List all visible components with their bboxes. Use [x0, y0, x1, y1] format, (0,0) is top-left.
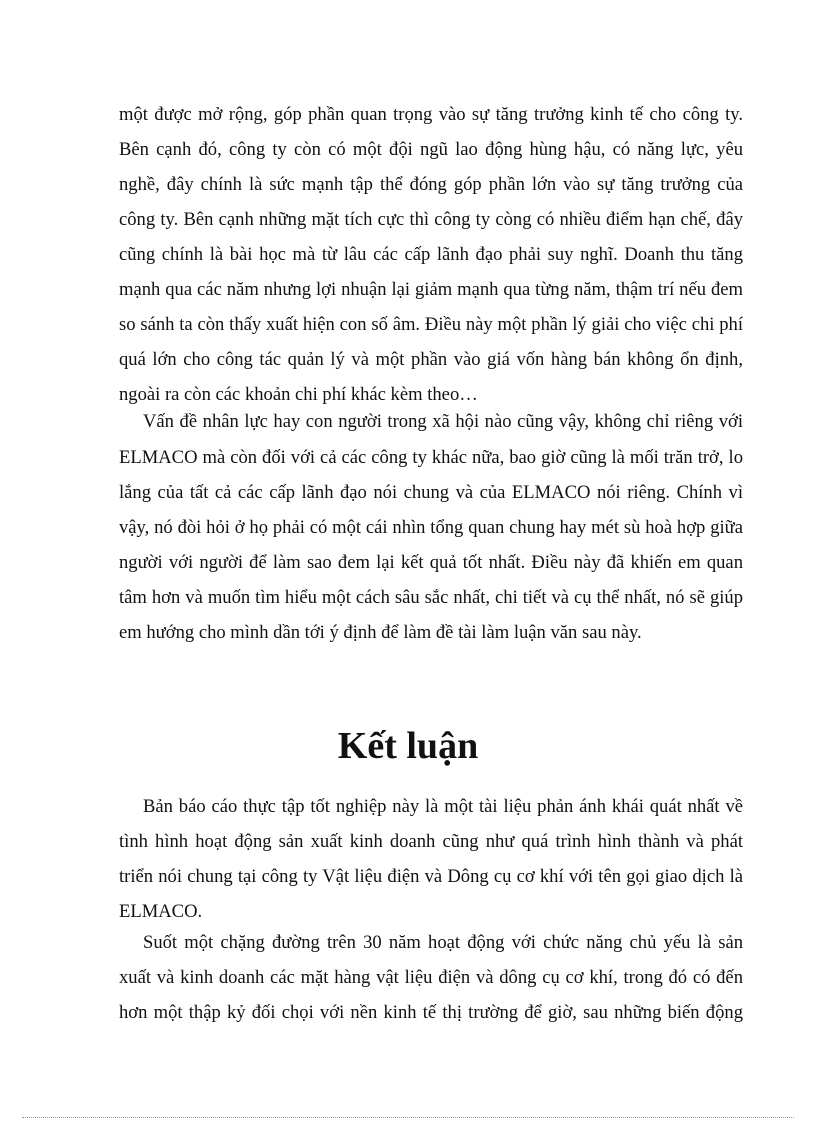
- text-line: mạnh qua các năm nhưng lợi nhuận lại giảm mạnh qua từng năm, thậm trí nếu đem: [119, 279, 743, 300]
- text-line: triển nói chung tại công ty Vật liệu điện và Dông cụ cơ khí với tên gọi giao dịch là: [119, 866, 743, 887]
- text-line: công ty. Bên cạnh những mặt tích cực thì công ty còng có nhiều điểm hạn chế, đây: [119, 209, 743, 230]
- text-line: tâm hơn và muốn tìm hiểu một cách sâu sắc nhất, chi tiết và cụ thể nhất, nó sẽ giúp: [119, 587, 743, 608]
- text-line: một được mở rộng, góp phần quan trọng vào sự tăng trưởng kinh tế cho công ty.: [119, 104, 743, 125]
- text-line: cũng chính là bài học mà từ lâu các cấp lãnh đạo phải suy nghĩ. Doanh thu tăng: [119, 244, 743, 265]
- text-line: so sánh ta còn thấy xuất hiện con số âm. Điều này một phần lý giải cho việc chi phí: [119, 314, 743, 335]
- page-bottom-divider: [22, 1117, 794, 1118]
- section-heading: Kết luận: [337, 725, 479, 767]
- text-line: Bên cạnh đó, công ty còn có một đội ngũ lao động hùng hậu, có năng lực, yêu: [119, 139, 743, 160]
- text-line: quá lớn cho công tác quản lý và một phần vào giá vốn hàng bán không ổn định,: [119, 349, 743, 370]
- text-line: Suốt một chặng đường trên 30 năm hoạt động với chức năng chủ yếu là sản: [143, 932, 743, 953]
- text-line: Bản báo cáo thực tập tốt nghiệp này là một tài liệu phản ánh khái quát nhất về: [143, 796, 743, 817]
- text-line: Vấn đề nhân lực hay con người trong xã hội nào cũng vậy, không chỉ riêng với: [143, 411, 743, 432]
- text-line: ELMACO mà còn đối với cả các công ty khác nữa, bao giờ cũng là mối trăn trở, lo: [119, 447, 743, 468]
- text-line: người với người để làm sao đem lại kết quả tốt nhất. Điều này đã khiến em quan: [119, 552, 743, 573]
- text-line: ELMACO.: [119, 901, 203, 922]
- text-line: lắng của tất cả các cấp lãnh đạo nói chung và của ELMACO nói riêng. Chính vì: [119, 482, 743, 503]
- text-line: em hướng cho mình dần tới ý định để làm đề tài làm luận văn sau này.: [119, 622, 642, 643]
- text-line: tình hình hoạt động sản xuất kinh doanh cũng như quá trình hình thành và phát: [119, 831, 743, 852]
- text-line: nghề, đây chính là sức mạnh tập thể đóng góp phần lớn vào sự tăng trưởng của: [119, 174, 743, 195]
- text-line: vậy, nó đòi hỏi ở họ phải có một cái nhìn tổng quan chung hay mét sù hoà hợp giữa: [119, 517, 743, 538]
- text-line: hơn một thập kỷ đối chọi với nền kinh tế thị trường để giờ, sau những biến động: [119, 1002, 743, 1023]
- text-line: xuất và kinh doanh các mặt hàng vật liệu điện và dông cụ cơ khí, trong đó có đến: [119, 967, 743, 988]
- text-line: ngoài ra còn các khoản chi phí khác kèm theo…: [119, 384, 478, 405]
